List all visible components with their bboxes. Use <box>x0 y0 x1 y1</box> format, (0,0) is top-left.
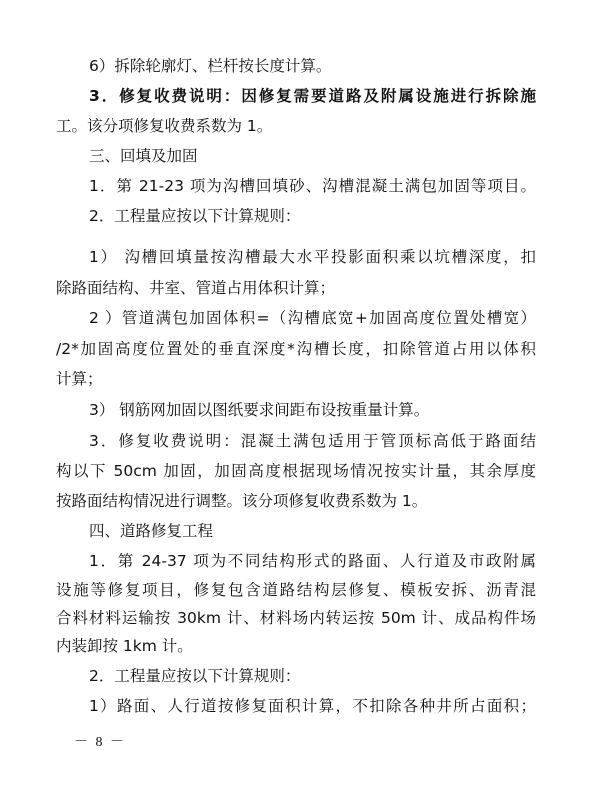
text-line: /2*加固高度位置处的垂直深度*沟槽长度，扣除管道占用以体积 <box>56 340 536 358</box>
text-line: 按路面结构情况进行调整。该分项修复收费系数为 1。 <box>56 492 428 510</box>
text-line: 除路面结构、井室、管道占用体积计算； <box>56 279 336 297</box>
text-line: 1） 沟槽回填量按沟槽最大水平投影面积乘以坑槽深度，扣 <box>89 248 536 266</box>
text-line: 1）路面、人行道按修复面积计算，不扣除各种井所占面积； <box>89 697 536 715</box>
text-line: 设施等修复项目，修复包含道路结构层修复、模板安拆、沥青混 <box>56 581 536 599</box>
text-line: 2．工程量应按以下计算规则： <box>89 207 301 225</box>
text-line: 1．第 21-23 项为沟槽回填砂、沟槽混凝土满包加固等项目。 <box>89 177 536 195</box>
text-line: 工。该分项修复收费系数为 1。 <box>56 117 273 135</box>
text-line: 3．修复收费说明：混凝土满包适用于管顶标高低于路面结 <box>89 432 536 450</box>
text-line: 构以下 50cm 加固，加固高度根据现场情况按实计量，其余厚度 <box>56 462 536 480</box>
text-line: 2．工程量应按以下计算规则： <box>89 667 301 685</box>
text-line: 3．修复收费说明：因修复需要道路及附属设施进行拆除施 <box>89 87 536 105</box>
text-line: 2 ）管道满包加固体积=（沟槽底宽+加固高度位置处槽宽） <box>89 309 536 327</box>
section-heading: 三、回填及加固 <box>89 147 198 165</box>
section-heading: 四、道路修复工程 <box>89 522 214 540</box>
text-line: 3） 钢筋网加固以图纸要求间距布设按重量计算。 <box>89 401 430 419</box>
page-number: － 8 － <box>74 735 126 750</box>
text-line: 1．第 24-37 项为不同结构形式的路面、人行道及市政附属 <box>89 552 536 570</box>
text-line: 合料材料运输按 30km 计、材料场内转运按 50m 计、成品构件场 <box>56 609 536 627</box>
text-line: 计算； <box>56 370 103 388</box>
text-line: 6）拆除轮廓灯、栏杆按长度计算。 <box>89 57 332 75</box>
text-line: 内装卸按 1km 计。 <box>56 637 193 655</box>
